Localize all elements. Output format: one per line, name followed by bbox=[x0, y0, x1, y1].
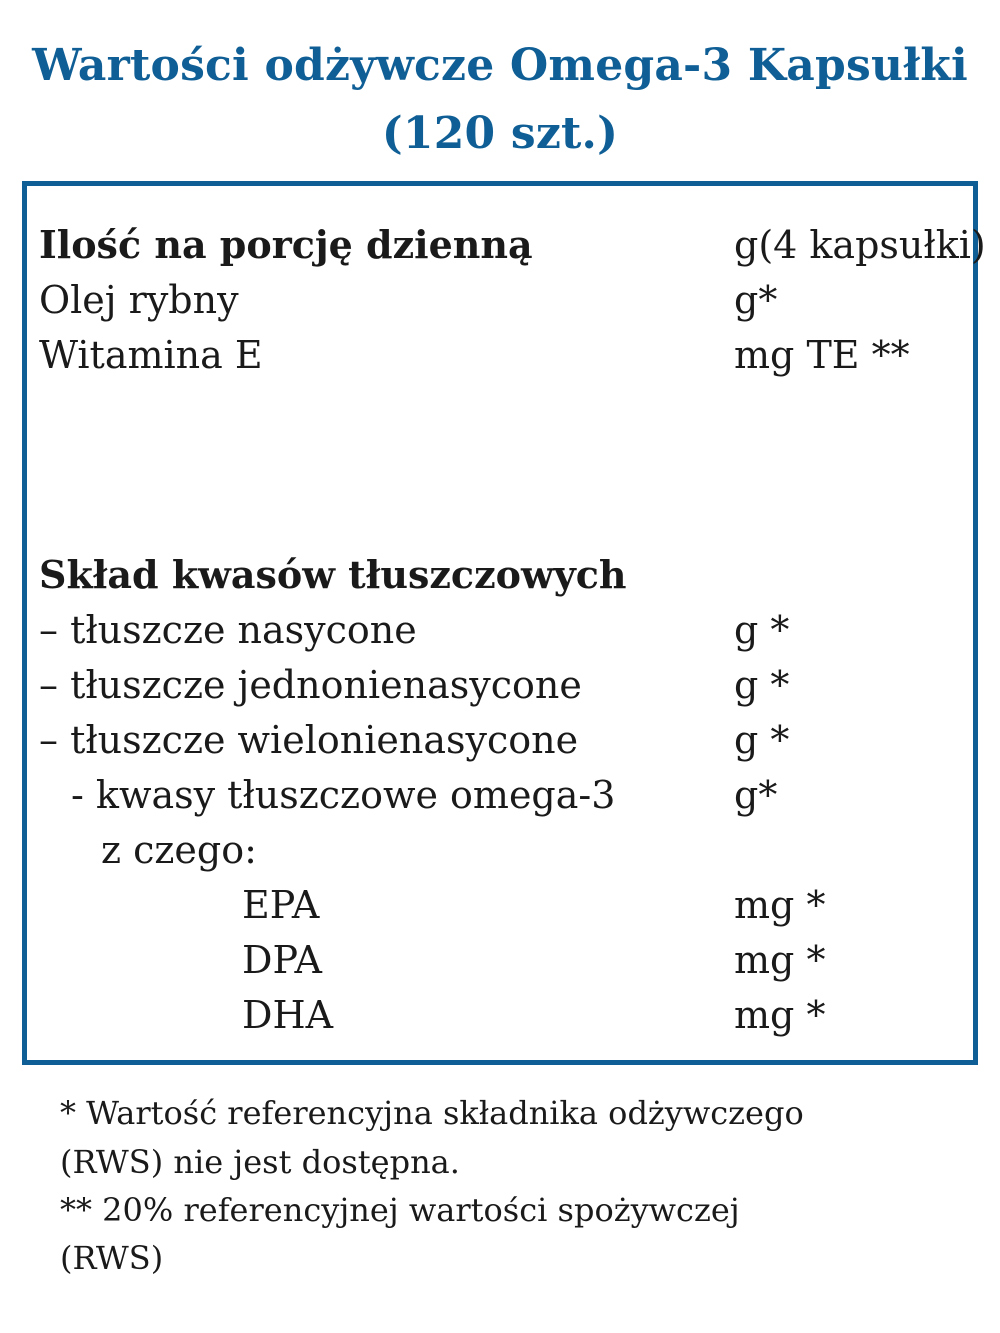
nutrition-panel bbox=[22, 181, 986, 1065]
serving-label: Ilość na porcję dzienną bbox=[39, 222, 533, 267]
of-which-label: z czego: bbox=[101, 828, 257, 872]
serving-unit: g(4 kapsułki) bbox=[734, 223, 986, 267]
dha-label: DHA bbox=[242, 993, 334, 1037]
page-subtitle: (120 szt.) bbox=[381, 108, 619, 159]
omega3-unit: g* bbox=[734, 773, 778, 817]
epa-unit: mg * bbox=[734, 883, 826, 927]
footnote-line-1: * Wartość referencyjna składnika odżywczego bbox=[60, 1094, 804, 1132]
mono-unit: g * bbox=[734, 663, 790, 707]
saturated-unit: g * bbox=[734, 608, 790, 652]
poly-label: – tłuszcze wielonienasycone bbox=[39, 718, 579, 762]
saturated-label: – tłuszcze nasycone bbox=[39, 608, 417, 652]
dpa-label: DPA bbox=[242, 938, 322, 982]
page-title: Wartości odżywcze Omega-3 Kapsułki bbox=[32, 40, 968, 91]
dpa-unit: mg * bbox=[734, 938, 826, 982]
vitamin-e-unit: mg TE ** bbox=[734, 333, 910, 377]
mono-label: – tłuszcze jednonienasycone bbox=[39, 663, 582, 707]
footnote-line-3: ** 20% referencyjnej wartości spożywczej bbox=[60, 1191, 740, 1229]
dha-unit: mg * bbox=[734, 993, 826, 1037]
epa-label: EPA bbox=[242, 883, 320, 927]
fish-oil-label: Olej rybny bbox=[39, 278, 239, 322]
fish-oil-unit: g* bbox=[734, 278, 778, 322]
fatty-acids-heading: Skład kwasów tłuszczowych bbox=[39, 552, 627, 597]
poly-unit: g * bbox=[734, 718, 790, 762]
footnote-line-4: (RWS) bbox=[60, 1239, 164, 1277]
vitamin-e-label: Witamina E bbox=[39, 333, 263, 377]
omega3-label: - kwasy tłuszczowe omega-3 bbox=[71, 773, 616, 817]
footnote-line-2: (RWS) nie jest dostępna. bbox=[60, 1143, 460, 1181]
